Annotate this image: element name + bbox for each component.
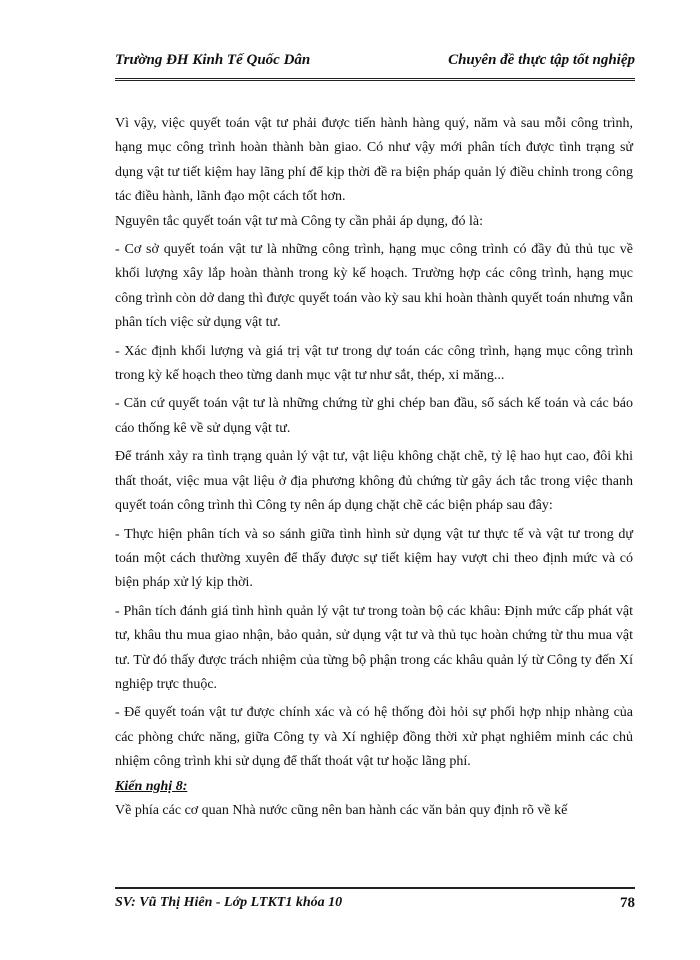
header-university: Trường ĐH Kinh Tế Quốc Dân bbox=[115, 52, 311, 68]
page-number: 78 bbox=[620, 895, 635, 911]
page-body bbox=[115, 112, 633, 823]
body-paragraph: - Căn cứ quyết toán vật tư là những chứng từ ghi chép ban đầu, sổ sách kế toán và các báo cáo thống kê về sử dụng vật tư. bbox=[115, 396, 633, 436]
body-paragraph: - Xác định khối lượng và giá trị vật tư trong dự toán các công trình, hạng mục công trình trong kỳ kế hoạch theo từng danh mục vật tư như sắt, thép, xi măng... bbox=[115, 343, 633, 384]
body-paragraph: Vì vậy, việc quyết toán vật tư phải được tiến hành hàng quý, năm và sau mỗi công trình, hạng mục công trình hoàn thành bàn giao. Có như vậy mới phân tích được tình trạng sử dụng vật tư tiết kiệm hay lãng phí để kịp thời đề ra biện pháp quản lý điều chỉnh trong công tác điều hành, lãnh đạo một cách tốt hơn. bbox=[115, 116, 633, 205]
page-header bbox=[115, 50, 635, 81]
header-document-title: Chuyên đề thực tập tốt nghiệp bbox=[448, 52, 635, 68]
body-paragraph: Nguyên tắc quyết toán vật tư mà Công ty cần phải áp dụng, đó là: bbox=[115, 213, 483, 229]
body-paragraph: - Phân tích đánh giá tình hình quản lý vật tư trong toàn bộ các khâu: Định mức cấp phát vật tư, khâu thu mua giao nhận, bảo quản, sử dụng vật tư và thủ tục hoàn chứng từ thu mua vật tư. Từ đó thấy được trách nhiệm của từng bộ phận trong các khâu quản lý từ Công ty đến Xí nghiệp trực thuộc. bbox=[115, 603, 633, 692]
body-paragraph: - Cơ sở quyết toán vật tư là những công trình, hạng mục công trình có đầy đủ thủ tục về khối lượng xây lắp hoàn thành trong kỳ kế hoạch. Trường hợp các công trình, hạng mục công trình còn dở dang thì được quyết toán vào kỳ sau khi hoàn thành quyết toán nhưng vẫn phân tích việc sử dụng vật tư. bbox=[115, 242, 633, 331]
body-paragraph: Để tránh xảy ra tình trạng quản lý vật tư, vật liệu không chặt chẽ, tỷ lệ hao hụt cao, đôi khi thất thoát, việc mua vật liệu ở địa phương không đủ chứng từ gây ách tắc trong việc thanh quyết toán công trình thì Công ty nên áp dụng chặt chẽ các biện pháp sau đây: bbox=[115, 449, 633, 514]
body-paragraph: Về phía các cơ quan Nhà nước cũng nên ban hành các văn bản quy định rõ về kế bbox=[115, 802, 568, 818]
section-heading: Kiến nghị 8: bbox=[115, 778, 188, 794]
body-paragraph: - Thực hiện phân tích và so sánh giữa tình hình sử dụng vật tư thực tế và vật tư trong dự toán một cách thường xuyên để thấy được sự tiết kiệm hay vượt chi theo định mức và có biện pháp xử lý kịp thời. bbox=[115, 526, 633, 591]
page-footer bbox=[115, 887, 635, 919]
body-paragraph: - Để quyết toán vật tư được chính xác và có hệ thống đòi hỏi sự phối hợp nhịp nhàng của các phòng chức năng, giữa Công ty và Xí nghiệp đồng thời xử phạt nghiêm minh các chủ nhiệm công trình khi sử dụng để thất thoát vật tư hoặc lãng phí. bbox=[115, 705, 633, 770]
footer-student-info: SV: Vũ Thị Hiên - Lớp LTKT1 khóa 10 bbox=[115, 895, 343, 910]
